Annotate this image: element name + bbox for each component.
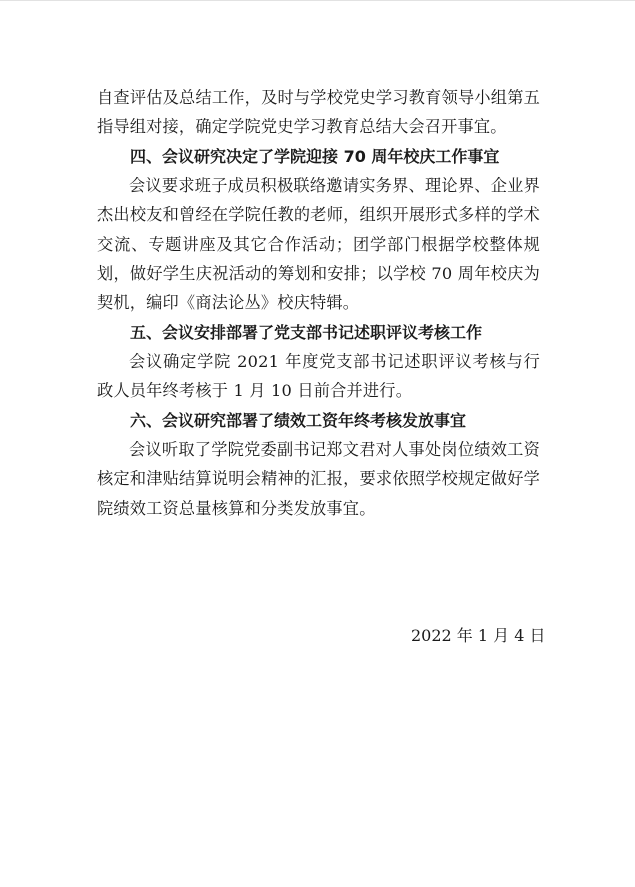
continued-paragraph: 自查评估及总结工作，及时与学校党史学习教育领导小组第五指导组对接，确定学院党史学习教育总结大会召开事宜。 bbox=[97, 88, 540, 137]
section-body-4: 会议要求班子成员积极联络邀请实务界、理论界、企业界杰出校友和曾经在学院任教的老师，组织开展形式多样的学术交流、专题讲座及其它合作活动；团学部门根据学校整体规划，做好学生庆祝活动的筹划和安排；以学校 70 周年校庆为契机，编印《商法论丛》校庆特辑。 bbox=[97, 176, 540, 313]
document-date: 2022 年 1 月 4 日 bbox=[411, 626, 546, 645]
section-heading-6: 六、会议研究部署了绩效工资年终考核发放事宜 bbox=[130, 411, 467, 430]
section-heading-5: 五、会议安排部署了党支部书记述职评议考核工作 bbox=[130, 323, 483, 342]
section-body-6: 会议听取了学院党委副书记郑文君对人事处岗位绩效工资核定和津贴结算说明会精神的汇报，要求依照学校规定做好学院绩效工资总量核算和分类发放事宜。 bbox=[97, 440, 540, 518]
section-heading-4: 四、会议研究决定了学院迎接 70 周年校庆工作事宜 bbox=[130, 147, 500, 166]
section-body-5: 会议确定学院 2021 年度党支部书记述职评议考核与行政人员年终考核于 1 月 10 日前合并进行。 bbox=[97, 352, 540, 401]
